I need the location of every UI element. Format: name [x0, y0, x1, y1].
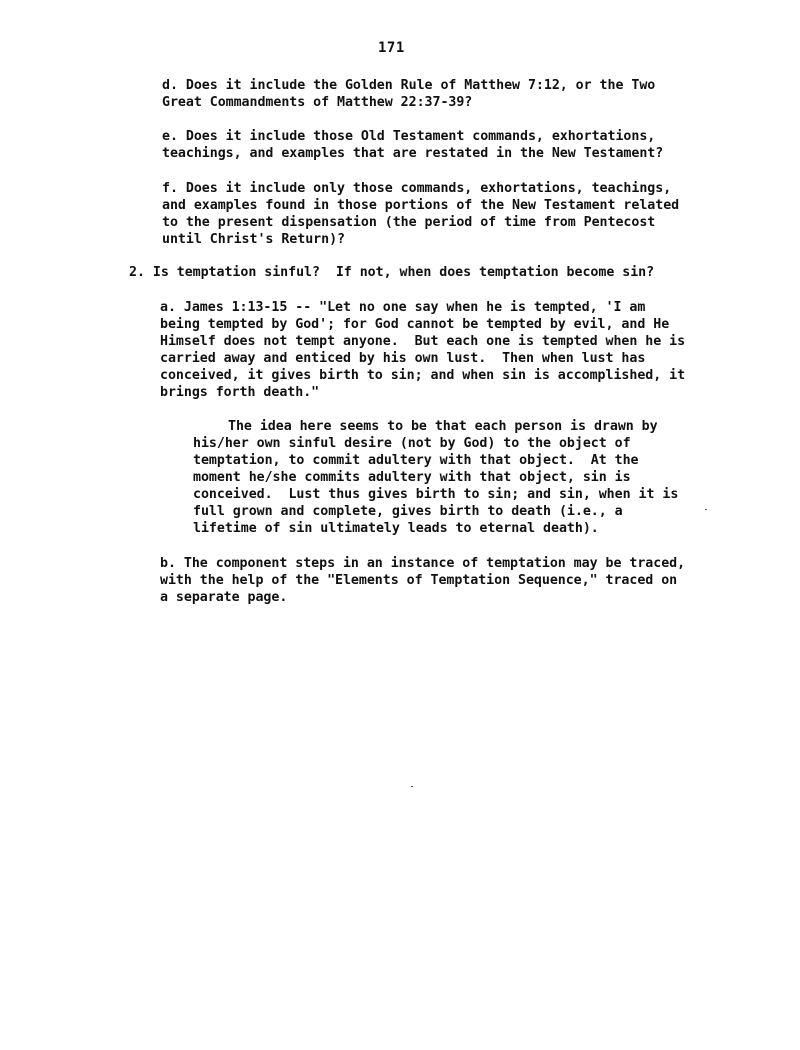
text-line: moment he/she commits adultery with that object, sin is — [193, 470, 631, 485]
page-number: 171 — [378, 40, 405, 56]
text-line: conceived. Lust thus gives birth to sin; and sin, when it is — [193, 487, 679, 502]
text-line: and examples found in those portions of the New Testament related — [162, 198, 680, 213]
text-line: Himself does not tempt anyone. But each one is tempted when he is — [160, 334, 686, 349]
scan-speck — [705, 509, 707, 510]
text-line: temptation, to commit adultery with that object. At the — [193, 453, 639, 468]
text-line: conceived, it gives birth to sin; and when sin is accomplished, it — [160, 368, 686, 383]
text-line: a. James 1:13-15 -- "Let no one say when he is tempted, 'I am — [160, 300, 646, 315]
text-line: Great Commandments of Matthew 22:37-39? — [162, 95, 473, 110]
text-line: b. The component steps in an instance of temptation may be traced, — [160, 556, 686, 571]
text-line: full grown and complete, gives birth to death (i.e., a — [193, 504, 623, 519]
scan-speck — [411, 786, 413, 787]
text-line: to the present dispensation (the period of time from Pentecost — [162, 215, 656, 230]
text-line: f. Does it include only those commands, exhortations, teachings, — [162, 181, 672, 196]
text-line: with the help of the "Elements of Temptation Sequence," traced on — [160, 573, 678, 588]
text-line: teachings, and examples that are restated in the New Testament? — [162, 146, 664, 161]
text-line: e. Does it include those Old Testament commands, exhortations, — [162, 129, 656, 144]
question-heading: 2. Is temptation sinful? If not, when does temptation become sin? — [129, 265, 655, 280]
text-line: The idea here seems to be that each person is drawn by — [228, 419, 658, 434]
text-line: his/her own sinful desire (not by God) to the object of — [193, 436, 631, 451]
text-line: a separate page. — [160, 590, 288, 605]
text-line: being tempted by God'; for God cannot be tempted by evil, and He — [160, 317, 670, 332]
text-line: d. Does it include the Golden Rule of Matthew 7:12, or the Two — [162, 78, 656, 93]
text-line: lifetime of sin ultimately leads to eternal death). — [193, 521, 599, 536]
text-line: brings forth death." — [160, 385, 320, 400]
text-line: carried away and enticed by his own lust. Then when lust has — [160, 351, 646, 366]
text-line: until Christ's Return)? — [162, 232, 345, 247]
